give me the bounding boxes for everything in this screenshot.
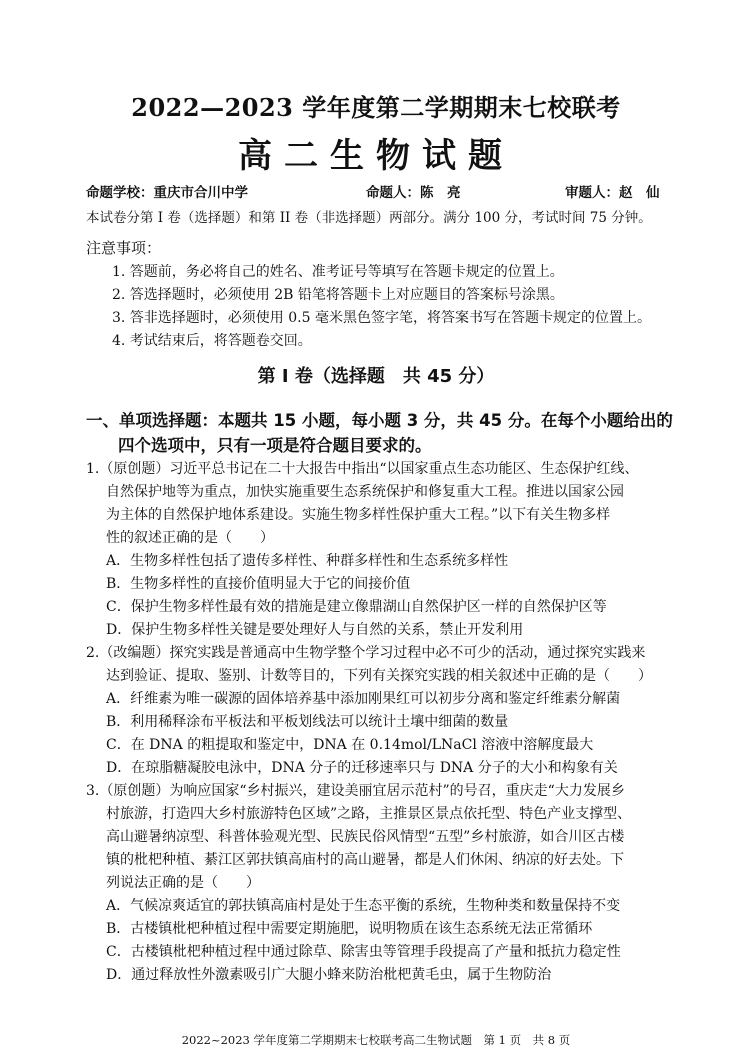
option-a: A．生物多样性包括了遗传多样性、种群多样性和生态系统多样性: [106, 553, 509, 569]
option-a: A．纤维素为唯一碳源的固体培养基中添加刚果红可以初步分离和鉴定纤维素分解菌: [106, 691, 621, 707]
notice-item: 4. 考试结束后，将答题卷交回。: [112, 333, 312, 349]
section-heading: 一、单项选择题：本题共 15 小题，每小题 3 分，共 45 分。在每个小题给出的: [86, 411, 673, 430]
option-c: C．古楼镇枇杷种植过程中通过除草、除害虫等管理手段提高了产量和抵抗力稳定性: [106, 944, 621, 960]
question-text: 1.（原创题）习近平总书记在二十大报告中指出“以国家重点生态功能区、生态保护红线、: [86, 461, 639, 477]
question-text: 高山避暑纳凉型、科普体验观光型、民族民俗风情型“五型”乡村旅游，如合川区古楼: [106, 829, 625, 845]
option-c: C．在 DNA 的粗提取和鉴定中，DNA 在 0.14mol/LNaCl 溶液中溶解度最大: [106, 737, 594, 753]
notice-item: 2. 答选择题时，必须使用 2B 铅笔将答题卡上对应题目的答案标号涂黑。: [112, 287, 564, 303]
question-text: 镇的枇杷种植、綦江区郭扶镇高庙村的高山避暑，都是人们休闲、纳凉的好去处。下: [106, 852, 624, 868]
section-title: 第 I 卷（选择题 共 45 分）: [257, 366, 495, 387]
notice-item: 3. 答非选择题时，必须使用 0.5 毫米黑色签字笔，将答案书写在答题卡规定的位置上。: [112, 310, 651, 326]
section-heading-cont: 四个选项中，只有一项是符合题目要求的。: [118, 436, 432, 455]
option-d: D．通过释放性外激素吸引广大腿小蜂来防治枇杷黄毛虫，属于生物防治: [106, 967, 552, 983]
page-footer: 2022~2023 学年度第二学期期末七校联考高二生物试题 第 1 页 共 8 页: [181, 1033, 571, 1047]
reviewer-name: 审题人：赵 仙: [565, 185, 660, 201]
proposer-school: 命题学校：重庆市合川中学: [86, 185, 248, 201]
notice-item: 1. 答题前，务必将自己的姓名、准考证号等填写在答题卡规定的位置上。: [112, 264, 564, 280]
option-a: A．气候凉爽适宜的郭扶镇高庙村是处于生态平衡的系统，生物种类和数量保持不变: [106, 898, 621, 914]
question-text: 性的叙述正确的是（ ）: [106, 530, 274, 546]
question-text: 村旅游，打造四大乡村旅游特色区域”之路，主推景区景点依托型、特色产业支撑型、: [106, 806, 632, 822]
notice-heading: 注意事项：: [86, 239, 162, 257]
option-b: B．古楼镇枇杷种植过程中需要定期施肥，说明物质在该生态系统无法正常循环: [106, 921, 593, 937]
option-c: C．保护生物多样性最有效的措施是建立像鼎湖山自然保护区一样的自然保护区等: [106, 599, 607, 615]
option-d: D．保护生物多样性关键是要处理好人与自然的关系，禁止开发利用: [106, 622, 524, 638]
exam-subject-title: 高二生物试题: [238, 136, 514, 176]
option-b: B．生物多样性的直接价值明显大于它的间接价值: [106, 576, 411, 592]
exam-title: 2022—2023 学年度第二学期期末七校联考: [131, 93, 621, 122]
option-b: B．利用稀释涂布平板法和平板划线法可以统计土壤中细菌的数量: [106, 714, 509, 730]
question-text: 3.（原创题）为响应国家“乡村振兴，建设美丽宜居示范村”的号召，重庆走“大力发展乡: [86, 783, 625, 799]
option-d: D．在琼脂糖凝胶电泳中，DNA 分子的迁移速率只与 DNA 分子的大小和构象有关: [106, 760, 618, 776]
question-text: 2.（改编题）探究实践是普通高中生物学整个学习过程中必不可少的活动，通过探究实践来: [86, 645, 646, 661]
question-text: 列说法正确的是（ ）: [106, 875, 260, 891]
exam-intro: 本试卷分第 I 卷（选择题）和第 II 卷（非选择题）两部分。满分 100 分，考试时间 75 分钟。: [86, 210, 652, 226]
question-text: 自然保护地等为重点，加快实施重要生态系统保护和修复重大工程。推进以国家公园: [106, 484, 624, 500]
proposer-name: 命题人：陈 亮: [366, 185, 461, 201]
question-text: 达到验证、提取、鉴别、计数等目的，下列有关探究实践的相关叙述中正确的是（ ）: [106, 668, 652, 684]
question-text: 为主体的自然保护地体系建设。实施生物多样性保护重大工程。”以下有关生物多样: [106, 507, 611, 523]
